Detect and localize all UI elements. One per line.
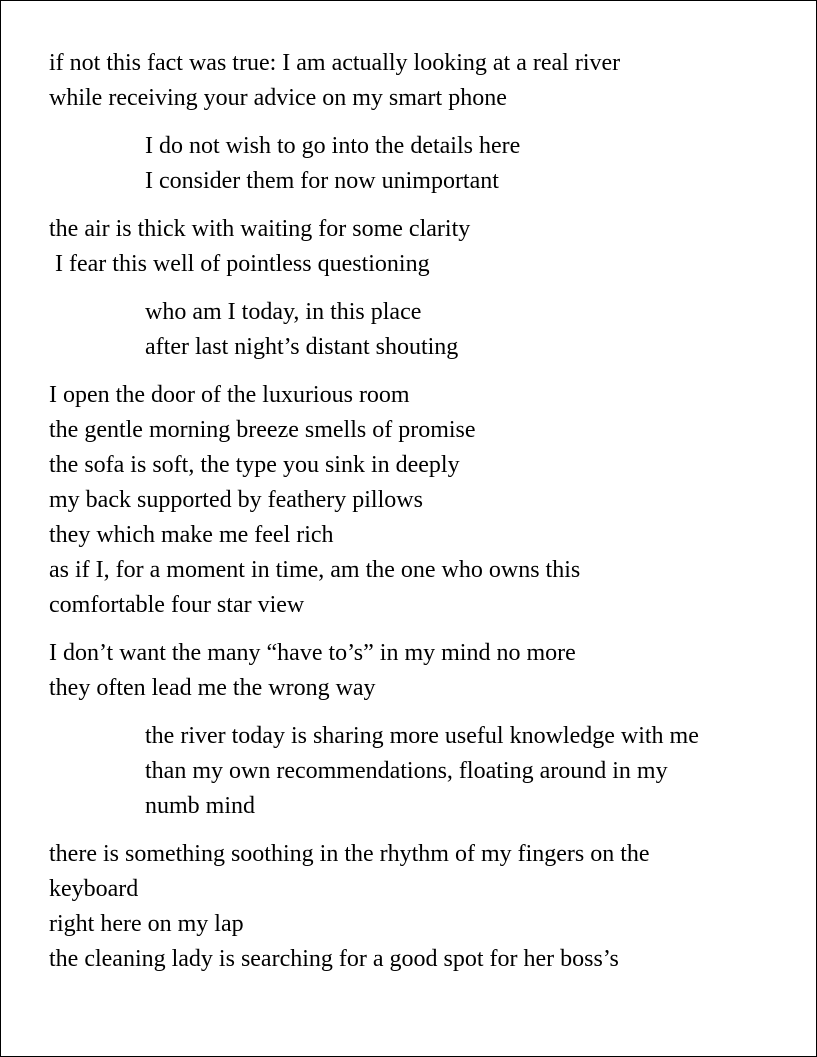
poem-line: I consider them for now unimportant [145,168,499,194]
stanza-7 [145,719,809,824]
poem-line: there is something soothing in the rhythm of my fingers on the [49,841,650,867]
poem-line: right here on my lap [49,911,244,937]
poem-line: numb mind [145,793,256,819]
poem-line: if not this fact was true: I am actually looking at a real river [49,50,621,76]
poem-line: while receiving your advice on my smart phone [49,85,507,111]
poem-line: after last night’s distant shouting [145,334,459,360]
poem-line: I open the door of the luxurious room [49,382,410,408]
poem-line: I don’t want the many “have to’s” in my mind no more [49,640,576,666]
poem-line: the gentle morning breeze smells of promise [49,417,476,443]
stanza-3 [49,212,809,282]
poem-line: than my own recommendations, floating around in my [145,758,668,784]
poem-line: my back supported by feathery pillows [49,487,423,513]
poem-line: the air is thick with waiting for some clarity [49,216,471,242]
poem-line: keyboard [49,876,139,902]
poem-line: the sofa is soft, the type you sink in deeply [49,452,460,478]
poem-line: who am I today, in this place [145,299,422,325]
stanza-5 [49,378,809,623]
poem-line: the river today is sharing more useful knowledge with me [145,723,699,749]
poem-line: as if I, for a moment in time, am the one who owns this [49,557,581,583]
poem-line: the cleaning lady is searching for a good spot for her boss’s [49,946,619,972]
poem-line: I fear this well of pointless questioning [55,251,430,277]
stanza-1 [49,46,809,116]
poem-line: I do not wish to go into the details here [145,133,521,159]
poem-line: they often lead me the wrong way [49,675,376,701]
stanza-2 [145,129,809,199]
stanza-6 [49,636,809,706]
poem-line: they which make me feel rich [49,522,334,548]
stanza-4 [145,295,809,365]
poem-body [49,46,809,990]
stanza-8 [49,837,809,977]
poem-line: comfortable four star view [49,592,305,618]
